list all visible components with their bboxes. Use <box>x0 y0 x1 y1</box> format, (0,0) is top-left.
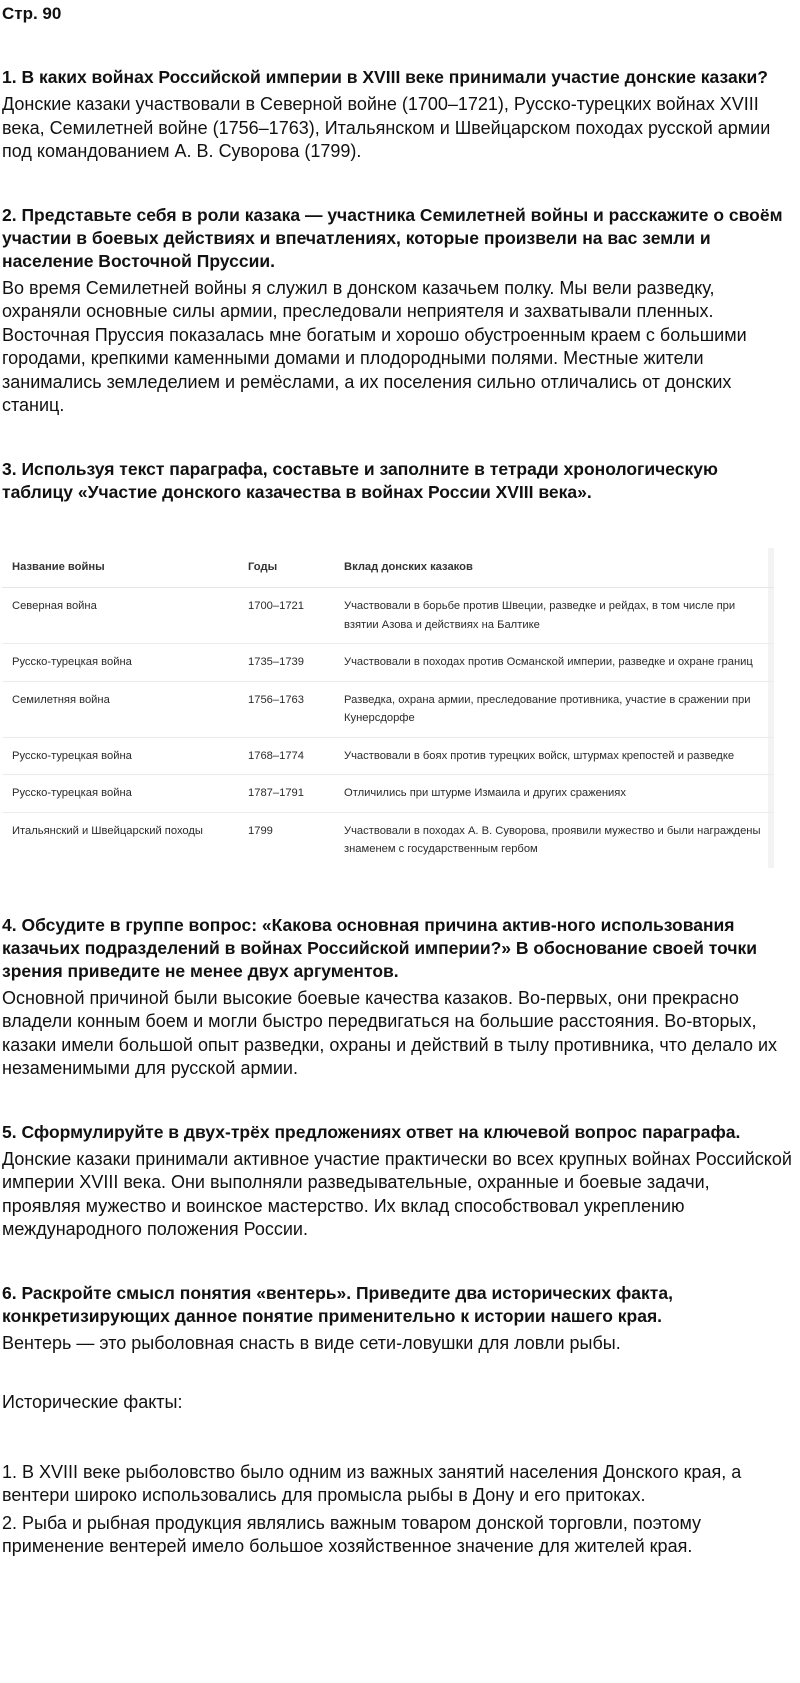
table-row <box>2 588 774 644</box>
answer-2: Во время Семилетней войны я служил в донском казачьем полку. Мы вели разведку, охраняли основные силы армии, преследовали неприятеля и захватывали пленных. Восточная Пруссия показалась мне богатым и хорошо обустроенным краем с большими городами, крепкими каменными домами и плодородными полями. Местные жители занимались земледелием и ремёслами, а их поселения сильно отличались от донских станиц. <box>2 277 747 415</box>
table-cell-war: Русско-турецкая война <box>2 737 238 775</box>
fact-2: 2. Рыба и рыбная продукция являлись важным товаром донской торговли, поэтому применение вентерей имело большое хозяйственное значение для жителей края. <box>2 1512 702 1556</box>
table-row <box>2 737 774 775</box>
table-cell-contribution: Участвовали в боях против турецких войск, штурмах крепостей и разведке <box>334 737 774 775</box>
table-row <box>2 775 774 813</box>
question-block-3 <box>2 458 792 504</box>
page <box>0 4 792 1559</box>
answer-5: Донские казаки принимали активное участие практически во всех крупных войнах Российской империи XVIII века. Они выполняли разведывательные, охранные и боевые задачи, проявляя мужество и воинское мастерство. Их вклад способствовал укреплению международного положения России. <box>2 1148 792 1239</box>
question-3: 3. Используя текст параграфа, составьте и заполните в тетради хронологическую таблицу «Участие донского казачества в войнах России XVIII века». <box>2 458 718 502</box>
question-5: 5. Сформулируйте в двух-трёх предложениях ответ на ключевой вопрос параграфа. <box>2 1121 741 1142</box>
table-cell-years: 1700–1721 <box>238 588 334 644</box>
table-cell-contribution: Участвовали в походах против Османской империи, разведке и охране границ <box>334 644 774 682</box>
table-cell-years: 1768–1774 <box>238 737 334 775</box>
page-number: Стр. 90 <box>2 4 62 23</box>
chronology-table <box>2 548 774 868</box>
table-cell-war: Итальянский и Швейцарский походы <box>12 824 203 837</box>
chronology-table-figure <box>2 548 774 868</box>
table-header-years: Годы <box>238 548 334 588</box>
table-cell-contribution: Участвовали в борьбе против Швеции, разведке и рейдах, в том числе при взятии Азова и действиях на Балтике <box>334 588 774 644</box>
table-cell-contribution: Разведка, охрана армии, преследование противника, участие в сражении при Кунерсдорфе <box>334 681 774 737</box>
answer-6: Вентерь — это рыболовная снасть в виде сети-ловушки для ловли рыбы. <box>2 1332 621 1353</box>
table-cell-years: 1799 <box>248 824 273 837</box>
question-6: 6. Раскройте смысл понятия «вентерь». Приведите два исторических факта, конкретизирующих данное понятие применительно к истории нашего края. <box>2 1282 673 1326</box>
table-header-row <box>2 548 774 588</box>
question-block-4 <box>2 914 792 1081</box>
table-cell-war: Семилетняя война <box>2 681 238 737</box>
question-2: 2. Представьте себя в роли казака — участника Семилетней войны и расскажите о своём участии в боевых действиях и впечатлениях, которые произвели на вас земли и население Восточной Пруссии. <box>2 204 783 271</box>
question-4: 4. Обсудите в группе вопрос: «Какова основная причина актив-ного использования казачьих подразделений в войнах Российской империи?» В обоснование своей точки зрения приведите не менее двух аргументов. <box>2 914 758 981</box>
table-cell-war: Русско-турецкая война <box>2 775 238 813</box>
question-block-6 <box>2 1282 792 1559</box>
answer-1: Донские казаки участвовали в Северной войне (1700–1721), Русско-турецких войнах XVIII века, Семилетней войне (1756–1763), Итальянском и Швейцарском походах русской армии под командованием А. В. Суворова (1799). <box>2 94 771 161</box>
table-cell-years: 1756–1763 <box>238 681 334 737</box>
table-cell-contribution: Участвовали в походах А. В. Суворова, проявили мужество и были награждены знаменем с государственным гербом <box>344 824 761 855</box>
table-header-war: Название войны <box>2 548 238 588</box>
question-block-1 <box>2 66 792 164</box>
table-cell-war: Северная война <box>2 588 238 644</box>
answer-4: Основной причиной были высокие боевые качества казаков. Во-первых, они прекрасно владели конным боем и могли быстро передвигаться на большие расстояния. Во-вторых, казаки имели большой опыт разведки, охраны и действий в тылу противника, что делало их незаменимыми для русской армии. <box>2 987 778 1078</box>
question-block-2 <box>2 204 792 418</box>
table-cell-years: 1735–1739 <box>238 644 334 682</box>
table-cell-years: 1787–1791 <box>238 775 334 813</box>
fact-1: 1. В XVIII веке рыболовство было одним из важных занятий населения Донского края, а вентери широко использовались для промысла рыбы в Дону и его притоках. <box>2 1461 742 1505</box>
table-cell-contribution: Отличились при штурме Измаила и других сражениях <box>334 775 774 813</box>
table-row <box>2 681 774 737</box>
table-cell-war: Русско-турецкая война <box>2 644 238 682</box>
table-header-contribution: Вклад донских казаков <box>334 548 774 588</box>
facts-title: Исторические факты: <box>2 1392 183 1412</box>
table-row <box>2 812 774 868</box>
question-1: 1. В каких войнах Российской империи в XVIII веке принимали участие донские казаки? <box>2 67 768 87</box>
question-block-5 <box>2 1121 792 1242</box>
table-row <box>2 644 774 682</box>
